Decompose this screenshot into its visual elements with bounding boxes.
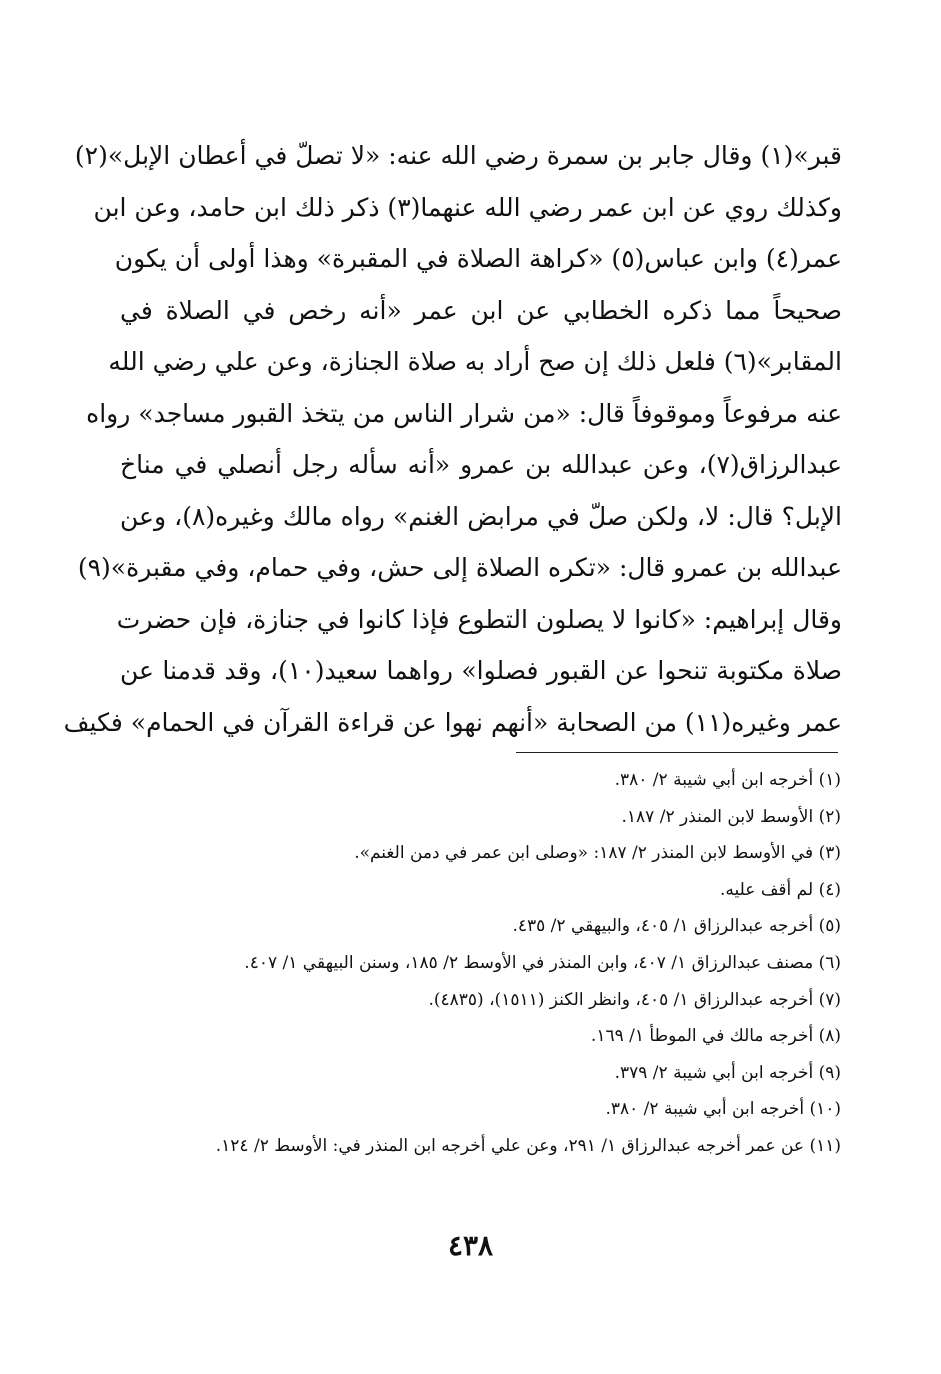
main-text-line: الإبل؟ قال: لا، ولكن صلّ في مرابض الغنم» رواه مالك وغيره(٨)، وعن [120, 501, 842, 531]
main-text-block [63, 130, 842, 748]
main-text-line: عبدالرزاق(٧)، وعن عبدالله بن عمرو «أنه سأله رجل أنصلي في مناخ [120, 450, 842, 479]
page-number: ٤٣٨ [447, 1229, 494, 1262]
main-text-line: عمر(٤) وابن عباس(٥) «كراهة الصلاة في المقبرة» وهذا أولى أن يكون [114, 244, 842, 273]
footnotes-block [141, 762, 841, 1165]
main-text-line: وكذلك روي عن ابن عمر رضي الله عنهما(٣) ذكر ذلك ابن حامد، وعن ابن [93, 192, 842, 222]
footnote-separator [516, 752, 838, 753]
footnote-7: (٧) أخرجه عبدالرزاق ١/ ٤٠٥، وانظر الكنز (١٥١١)، (٤٨٣٥). [428, 989, 841, 1010]
footnote-9: (٩) أخرجه ابن أبي شيبة ٢/ ٣٧٩. [614, 1062, 841, 1083]
footnote-4: (٤) لم أقف عليه. [720, 879, 841, 900]
main-text-line: صلاة مكتوبة تنحوا عن القبور فصلوا» رواهما سعيد(١٠)، وقد قدمنا عن [120, 656, 842, 685]
footnote-10: (١٠) أخرجه ابن أبي شيبة ٢/ ٣٨٠. [605, 1099, 841, 1120]
footnote-2: (٢) الأوسط لابن المنذر ٢/ ١٨٧. [621, 806, 841, 827]
footnote-8: (٨) أخرجه مالك في الموطأ ١/ ١٦٩. [590, 1026, 841, 1047]
main-text-line: المقابر»(٦) فلعل ذلك إن صح أراد به صلاة الجنازة، وعن علي رضي الله [108, 347, 842, 376]
main-text-line: عبدالله بن عمرو قال: «تكره الصلاة إلى حش، وفي حمام، وفي مقبرة»(٩) [77, 553, 842, 582]
footnote-5: (٥) أخرجه عبدالرزاق ١/ ٤٠٥، والبيهقي ٢/ ٤٣٥. [512, 916, 841, 937]
footnote-11: (١١) عن عمر أخرجه عبدالرزاق ١/ ٢٩١، وعن علي أخرجه ابن المنذر في: الأوسط ٢/ ١٢٤. [215, 1135, 841, 1156]
main-text-line: صحيحاً مما ذكره الخطابي عن ابن عمر «أنه رخص في الصلاة في [120, 295, 842, 325]
footnote-1: (١) أخرجه ابن أبي شيبة ٢/ ٣٨٠. [614, 770, 841, 790]
footnote-6: (٦) مصنف عبدالرزاق ١/ ٤٠٧، وابن المنذر في الأوسط ٢/ ١٨٥، وسنن البيهقي ١/ ٤٠٧. [244, 952, 841, 973]
main-text-line: عمر وغيره(١١) من الصحابة «أنهم نهوا عن قراءة القرآن في الحمام» فكيف [63, 707, 842, 737]
main-text-line: عنه مرفوعاً وموقوفاً قال: «من شرار الناس من يتخذ القبور مساجد» رواه [86, 398, 842, 428]
main-text-line: وقال إبراهيم: «كانوا لا يصلون التطوع فإذا كانوا في جنازة، فإن حضرت [116, 604, 842, 634]
main-text-line: قبر»(١) وقال جابر بن سمرة رضي الله عنه: «لا تصلّ في أعطان الإبل»(٢) [74, 141, 842, 170]
footnote-3: (٣) في الأوسط لابن المنذر ٢/ ١٨٧: «وصلى ابن عمر في دمن الغنم». [354, 843, 841, 864]
